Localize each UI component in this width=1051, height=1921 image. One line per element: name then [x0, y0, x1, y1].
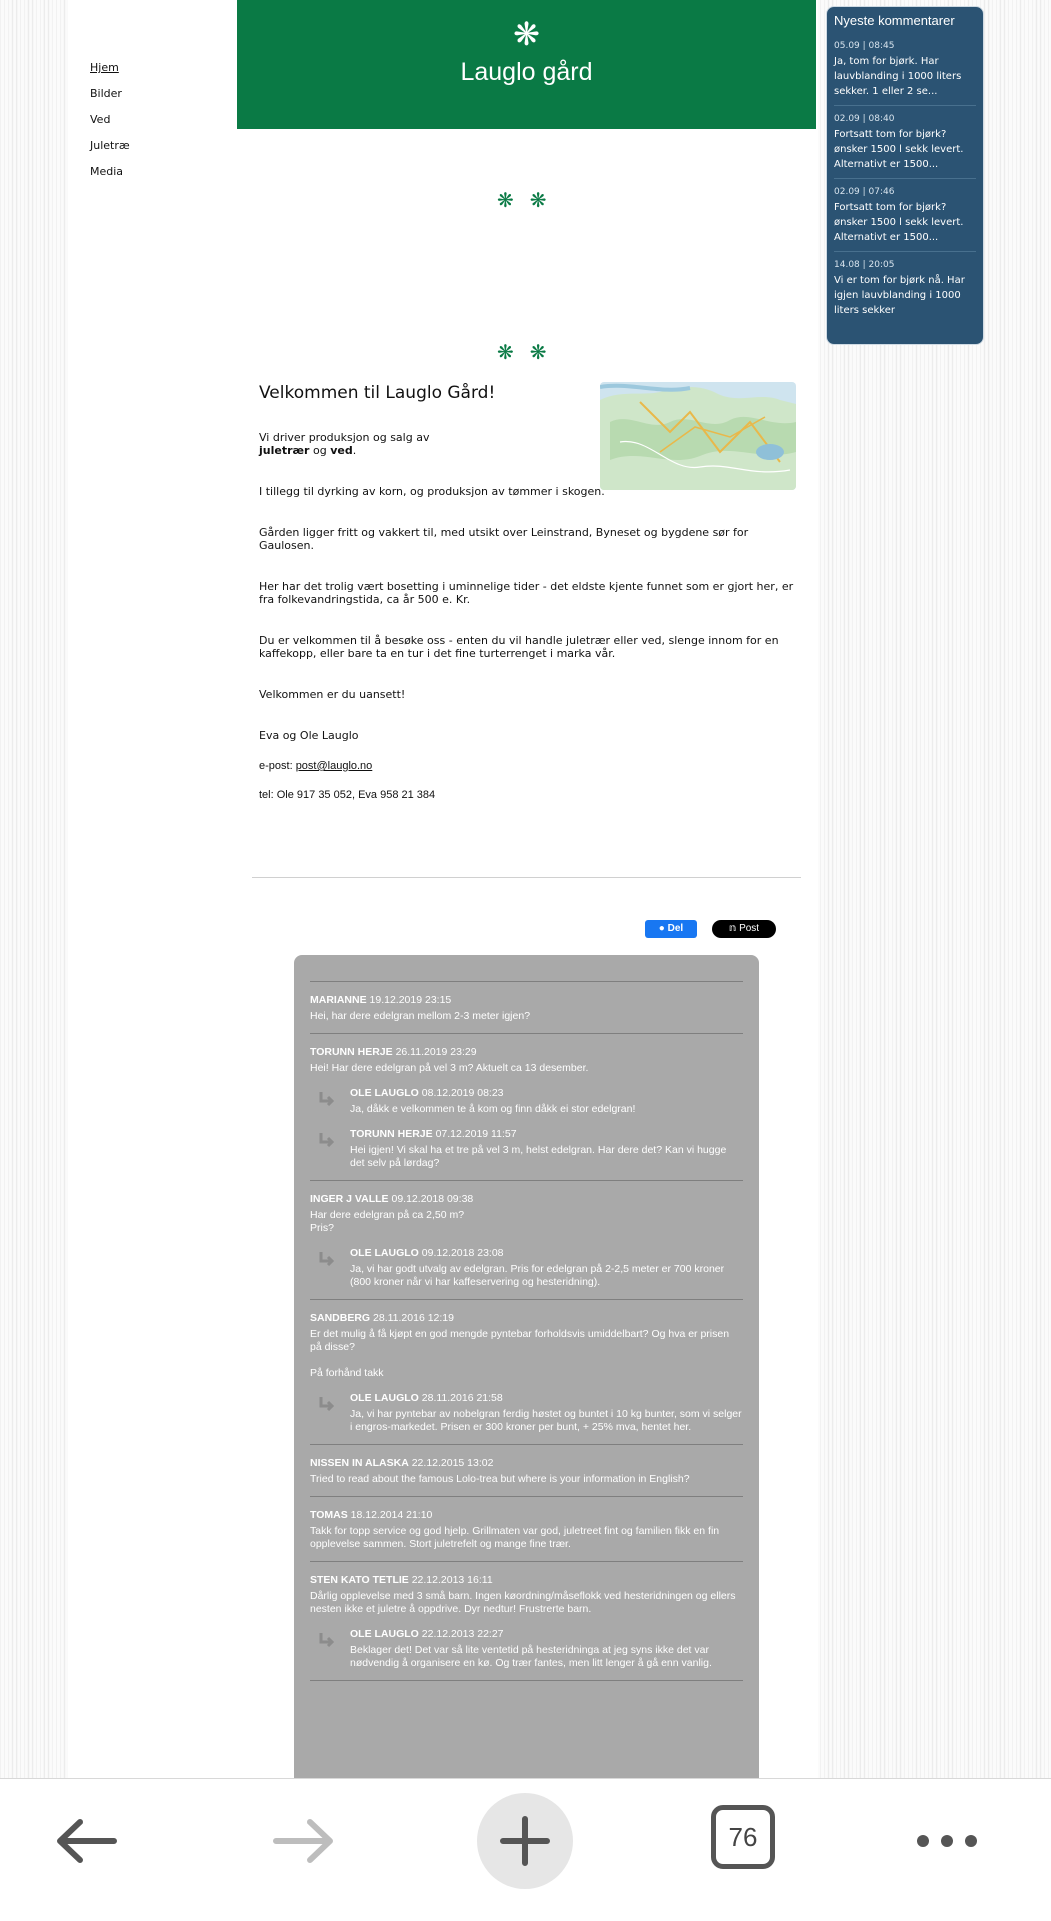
comment-header — [310, 1574, 743, 1586]
paragraph-location: Gården ligger fritt og vakkert til, med utsikt over Leinstrand, Byneset og bygdene sør for Gaulosen. — [259, 526, 749, 552]
comment-reply — [310, 1128, 743, 1170]
comment-author: INGER J VALLE — [310, 1193, 389, 1205]
reply-arrow-icon — [318, 1132, 336, 1148]
comment-author: SANDBERG — [310, 1312, 371, 1324]
sidebar-title: Nyeste kommentarer — [834, 13, 955, 28]
comment-author: TOMAS — [310, 1509, 348, 1521]
comment-header — [310, 1046, 743, 1058]
paragraph-welcome: Velkommen er du uansett! — [259, 688, 406, 701]
comment-date: 09.12.2018 09:38 — [391, 1193, 474, 1205]
paragraph-history: Her har det trolig vært bosetting i uminnelige tider - det eldste kjente funnet som er gjort her, er fra folkevandringstida, ca år 500 e. Kr. — [259, 580, 794, 606]
comment-separator — [310, 1680, 743, 1681]
comments-list — [310, 981, 743, 1681]
sidebar-comment-date: 14.08 | 20:05 — [834, 260, 895, 270]
reply-arrow-icon — [318, 1091, 336, 1107]
comment-entry — [310, 1445, 743, 1496]
contact-info — [259, 760, 435, 818]
comment-entry — [310, 1181, 743, 1299]
comment-text: Hei, har dere edelgran mellom 2-3 meter igjen? — [310, 1010, 531, 1022]
reply-date: 07.12.2019 11:57 — [435, 1128, 517, 1140]
comment-reply — [310, 1087, 743, 1116]
back-arrow-icon[interactable] — [44, 1793, 128, 1889]
reply-author: OLE LAUGLO — [350, 1628, 419, 1640]
reply-arrow-icon — [318, 1632, 336, 1648]
sidebar-comment-text: Fortsatt tom for bjørk? ønsker 1500 l sekk levert. Alternativt er 1500... — [834, 202, 964, 243]
reply-arrow-icon — [318, 1396, 336, 1412]
reply-date: 22.12.2013 22:27 — [421, 1628, 504, 1640]
reply-header — [350, 1128, 743, 1140]
reply-author: OLE LAUGLO — [350, 1087, 419, 1099]
paragraph-signature: Eva og Ole Lauglo — [259, 729, 359, 742]
reply-header — [350, 1247, 743, 1259]
facebook-share-button[interactable]: ● Del — [645, 920, 697, 938]
comment-date: 22.12.2015 13:02 — [411, 1457, 494, 1469]
sidebar-comment[interactable] — [834, 33, 976, 105]
comment-header — [310, 1509, 743, 1521]
email-line: e-post: post@lauglo.no — [259, 760, 373, 772]
reply-date: 08.12.2019 08:23 — [421, 1087, 504, 1099]
sidebar-comment-text: Ja, tom for bjørk. Har lauvblanding i 1000 liters sekker. 1 eller 2 se... — [834, 56, 962, 97]
comment-header — [310, 994, 743, 1006]
sidebar-comment-date: 05.09 | 08:45 — [834, 41, 895, 51]
reply-text: Ja, dåkk e velkommen te å kom og finn dåkk ei stor edelgran! — [350, 1103, 636, 1115]
left-navigation — [90, 62, 130, 192]
comment-reply — [310, 1392, 743, 1434]
site-header — [237, 0, 816, 129]
comment-header — [310, 1193, 743, 1205]
tabs-icon[interactable]: 76 — [711, 1805, 775, 1869]
reply-author: TORUNN HERJE — [350, 1128, 433, 1140]
reply-date: 28.11.2016 21:58 — [421, 1392, 503, 1404]
forward-arrow-icon[interactable] — [262, 1793, 346, 1889]
reply-text: Ja, vi har godt utvalg av edelgran. Pris for edelgran på 2-2,5 meter er 700 kroner (800 kroner når vi har kaffeservering og hesteridning). — [350, 1263, 725, 1288]
comment-text: Dårlig opplevelse med 3 små barn. Ingen køordning/måseflokk ved hesteridningen og ellers nesten ikke et juletre å oppdrive. Dyr nedtur! Frustrerte barn. — [310, 1590, 736, 1615]
sidebar-comment-text: Fortsatt tom for bjørk? ønsker 1500 l sekk levert. Alternativt er 1500... — [834, 129, 964, 170]
sidebar-comment[interactable] — [834, 105, 976, 178]
main-content — [259, 380, 796, 770]
x-logo-icon: 𝕟 — [728, 923, 737, 934]
comment-entry — [310, 1497, 743, 1561]
comment-date: 19.12.2019 23:15 — [369, 994, 452, 1006]
nav-item-media[interactable]: Media — [90, 165, 124, 178]
comment-text: Er det mulig å få kjøpt en god mengde pyntebar forholdsvis umiddelbart? Og hva er prisen på disse? På forhånd takk — [310, 1328, 730, 1379]
comment-date: 26.11.2019 23:29 — [395, 1046, 477, 1058]
new-tab-button[interactable] — [477, 1793, 573, 1889]
snowflake-icon: ❋ — [513, 15, 540, 53]
comment-text: Har dere edelgran på ca 2,50 m? Pris? — [310, 1209, 465, 1234]
nav-item-bilder[interactable]: Bilder — [90, 87, 122, 100]
comment-date: 22.12.2013 16:11 — [411, 1574, 493, 1586]
browser-toolbar — [0, 1778, 1051, 1921]
plus-icon — [499, 1815, 551, 1867]
sidebar-comment-date: 02.09 | 07:46 — [834, 187, 895, 197]
comment-author: MARIANNE — [310, 994, 367, 1006]
reply-author: OLE LAUGLO — [350, 1392, 419, 1404]
facebook-icon: ● — [658, 923, 665, 934]
email-link[interactable]: post@lauglo.no — [295, 760, 373, 772]
content-divider — [252, 877, 801, 878]
x-post-button[interactable]: 𝕟 Post — [712, 920, 776, 938]
nav-item-juletrae[interactable]: Juletræ — [90, 139, 130, 152]
latest-comments-sidebar — [826, 6, 984, 345]
paragraph-invitation: Du er velkommen til å besøke oss - enten du vil handle juletrær eller ved, slenge innom for en kaffekopp, eller bare ta en tur i det fine turterrenget i marka vår. — [259, 634, 779, 660]
flower-ornament-icon: ❋❋ — [497, 340, 563, 364]
comment-header — [310, 1457, 743, 1469]
comment-entry — [310, 1300, 743, 1444]
comment-reply — [310, 1628, 743, 1670]
comments-section — [294, 955, 759, 1778]
sidebar-comment-date: 02.09 | 08:40 — [834, 114, 895, 124]
reply-header — [350, 1087, 743, 1099]
nav-item-hjem[interactable]: Hjem — [90, 61, 119, 74]
reply-date: 09.12.2018 23:08 — [421, 1247, 504, 1259]
reply-arrow-icon — [318, 1251, 336, 1267]
comment-author: TORUNN HERJE — [310, 1046, 393, 1058]
comment-text: Hei! Har dere edelgran på vel 3 m? Aktuelt ca 13 desember. — [310, 1062, 589, 1074]
sidebar-comment-text: Vi er tom for bjørk nå. Har igjen lauvblanding i 1000 liters sekker — [834, 275, 965, 316]
comment-reply — [310, 1247, 743, 1289]
comment-entry — [310, 1562, 743, 1680]
reply-author: OLE LAUGLO — [350, 1247, 419, 1259]
reply-text: Beklager det! Det var så lite ventetid på hesteridninga at jeg syns ikke det var nødvendig å organisere en kø. Og trær fantes, men litt lenger å gå enn vanlig. — [350, 1644, 712, 1669]
site-title: Lauglo gård — [460, 58, 593, 86]
comment-date: 28.11.2016 12:19 — [373, 1312, 454, 1324]
comment-author: STEN KATO TETLIE — [310, 1574, 409, 1586]
comment-header — [310, 1312, 743, 1324]
reply-text: Hei igjen! Vi skal ha et tre på vel 3 m, helst edelgran. Har dere det? Kan vi hugge det selv på lørdag? — [350, 1144, 727, 1169]
intro-paragraph: Vi driver produksjon og salg av juletrær og ved. — [259, 431, 430, 457]
more-dots-icon[interactable] — [912, 1793, 982, 1889]
comment-entry — [310, 982, 743, 1033]
comment-author: NISSEN IN ALASKA — [310, 1457, 409, 1469]
paragraph-farming: I tillegg til dyrking av korn, og produksjon av tømmer i skogen. — [259, 485, 605, 498]
reply-header — [350, 1392, 743, 1404]
phone-line: tel: Ole 917 35 052, Eva 958 21 384 — [259, 789, 436, 801]
comment-date: 18.12.2014 21:10 — [350, 1509, 433, 1521]
reply-header — [350, 1628, 743, 1640]
reply-text: Ja, vi har pyntebar av nobelgran ferdig høstet og buntet i 10 kg bunter, som vi selger i engros-markedet. Prisen er 300 kroner per bunt, + 25% mva, hentet her. — [350, 1408, 742, 1433]
welcome-heading: Velkommen til Lauglo Gård! — [259, 383, 496, 403]
comment-text: Takk for topp service og god hjelp. Grillmaten var god, juletreet fint og familien fikk en fin opplevelse sammen. Stort juletrefelt og mange fine trær. — [310, 1525, 720, 1550]
nav-item-ved[interactable]: Ved — [90, 113, 111, 126]
sidebar-comment[interactable] — [834, 251, 976, 324]
sidebar-comment[interactable] — [834, 178, 976, 251]
flower-ornament-icon: ❋❋ — [497, 188, 563, 212]
comment-entry — [310, 1034, 743, 1180]
comment-text: Tried to read about the famous Lolo-trea but where is your information in English? — [310, 1473, 690, 1485]
